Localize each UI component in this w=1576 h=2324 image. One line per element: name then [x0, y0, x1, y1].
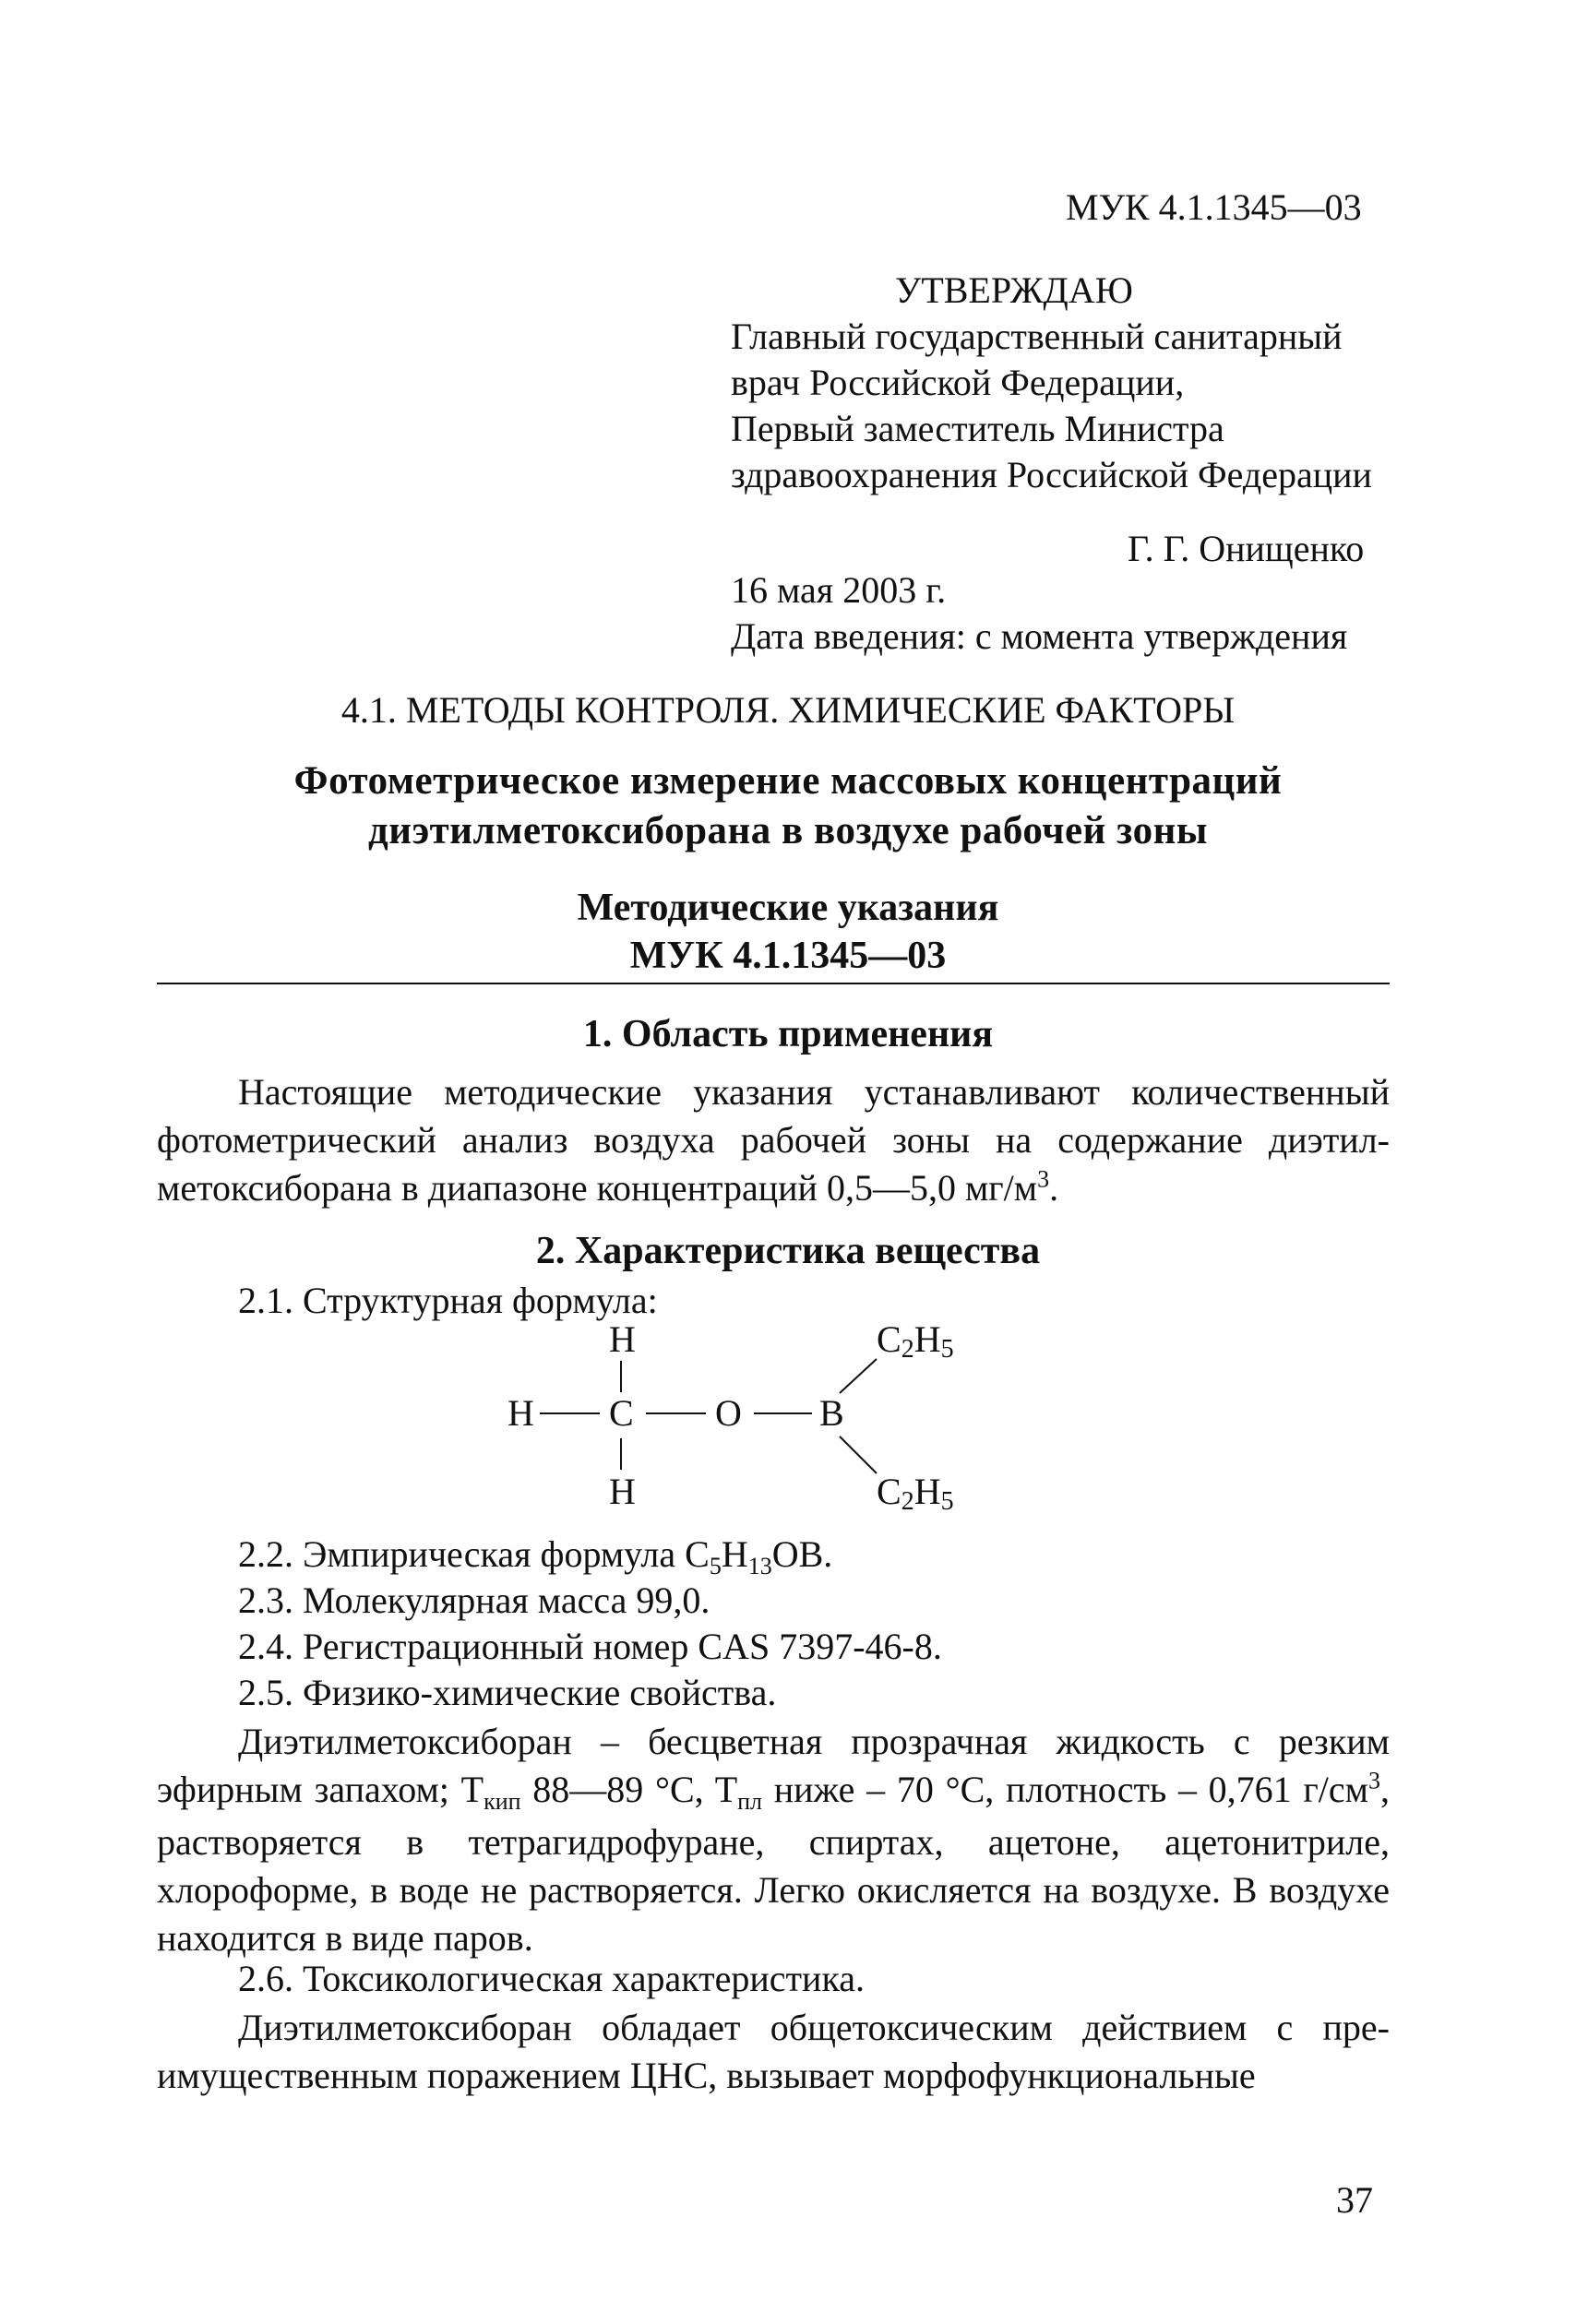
document-code-header: МУК 4.1.1345—03	[1066, 186, 1362, 228]
section1-end: .	[1049, 1167, 1059, 1209]
section1-body	[157, 1068, 1390, 1212]
subtitle-line: Методические указания	[577, 887, 999, 929]
item-2-2-text: 2.2. Эмпирическая формула C	[238, 1533, 710, 1575]
density-unit-sup: 3	[1368, 1767, 1380, 1794]
section2-heading: 2. Характеристика вещества	[535, 1230, 1041, 1272]
approval-header: УТВЕРЖДАЮ	[895, 269, 1133, 311]
structural-formula	[498, 1324, 1089, 1527]
toxicology-body	[157, 2004, 1390, 2100]
document-title-line: диэтилметоксиборана в воздухе рабочей зоны	[368, 809, 1208, 852]
item-2-5: 2.5. Физико-химические свойства.	[238, 1672, 777, 1713]
approval-line: Главный государственный санитарный	[731, 316, 1343, 357]
approval-line: врач Российской Федерации,	[731, 362, 1185, 403]
ethyl-group-top: C2H5	[877, 1324, 954, 1364]
section1-heading: 1. Область применения	[582, 1013, 994, 1055]
item-2-3: 2.3. Молекулярная масса 99,0.	[238, 1579, 710, 1621]
item-2-2-end: OB.	[771, 1533, 833, 1575]
item-2-6: 2.6. Токсикологическая характеристика.	[238, 1958, 866, 1999]
approval-line: здравоохранения Российской Федерации	[731, 454, 1372, 495]
atom-o: O	[715, 1392, 742, 1434]
atom-h-bottom: H	[609, 1471, 636, 1512]
item-2-1: 2.1. Структурная формула:	[238, 1280, 658, 1321]
signatory-name: Г. Г. Онищенко	[1128, 528, 1365, 569]
atom-c: C	[609, 1392, 634, 1434]
document-title-line: Фотометрическое измерение массовых концентраций	[293, 759, 1283, 803]
item-2-2	[238, 1531, 832, 1582]
bond-b-ethyl-top	[840, 1359, 877, 1393]
atom-h-top: H	[609, 1324, 636, 1360]
melting-point-subscript: пл	[737, 1788, 763, 1815]
section1-sup: 3	[1037, 1165, 1050, 1193]
document-title	[0, 757, 1576, 856]
item-2-2-sub-carbon: 5	[709, 1553, 722, 1579]
approval-line: Первый заместитель Министра	[731, 408, 1224, 449]
properties-text: ниже – 70 °C, плотность – 0,761 г/см	[762, 1769, 1368, 1810]
ethyl-group-bottom: C2H5	[877, 1471, 954, 1516]
effective-date: Дата введения: с момента утверждения	[731, 615, 1348, 657]
properties-body	[157, 1718, 1390, 1962]
document-subtitle	[0, 884, 1576, 980]
section-header: 4.1. МЕТОДЫ КОНТРОЛЯ. ХИМИЧЕСКИЕ ФАКТОРЫ	[340, 689, 1236, 731]
boiling-point-subscript: кип	[484, 1788, 521, 1815]
item-2-2-sub-hydrogen: 13	[747, 1553, 772, 1579]
item-2-4: 2.4. Регистрационный номер CAS 7397-46-8.	[238, 1626, 942, 1667]
item-2-2-h: H	[721, 1533, 748, 1575]
properties-text: Диэтилметоксиборан – бесцветная прозрачная жидкость с резким эфирным запахом; T	[157, 1721, 1390, 1810]
approval-date: 16 мая 2003 г.	[731, 569, 947, 611]
toxicology-paragraph: Диэтилметоксиборан обладает общетоксическим действием с преимущественным поражением ЦНС, вызывает морфофункциональные	[157, 2007, 1390, 2096]
properties-text: 88—89 °C, T	[520, 1769, 738, 1810]
subtitle-line: МУК 4.1.1345—03	[629, 935, 947, 977]
section1-paragraph	[157, 1068, 1390, 1212]
atom-h-left: H	[507, 1392, 534, 1434]
properties-text: , растворяется в тетрагидрофуране, спиртах, ацетоне, ацетонитриле, хлороформе, в воде не растворяется. Легко окисляется на воздухе. В воздухе находится в виде паров.	[157, 1769, 1390, 1959]
properties-paragraph	[157, 1718, 1390, 1962]
horizontal-rule	[157, 983, 1390, 984]
bond-b-ethyl-bottom	[840, 1436, 877, 1473]
atom-b: B	[819, 1392, 844, 1434]
page-number: 37	[1336, 2179, 1373, 2221]
section1-text: Настоящие методические указания устанавливают количественный фотометрический анализ воздуха рабочей зоны на содержание диэтилметоксиборана в диапазоне концентраций 0,5—5,0 мг/м	[157, 1071, 1390, 1209]
